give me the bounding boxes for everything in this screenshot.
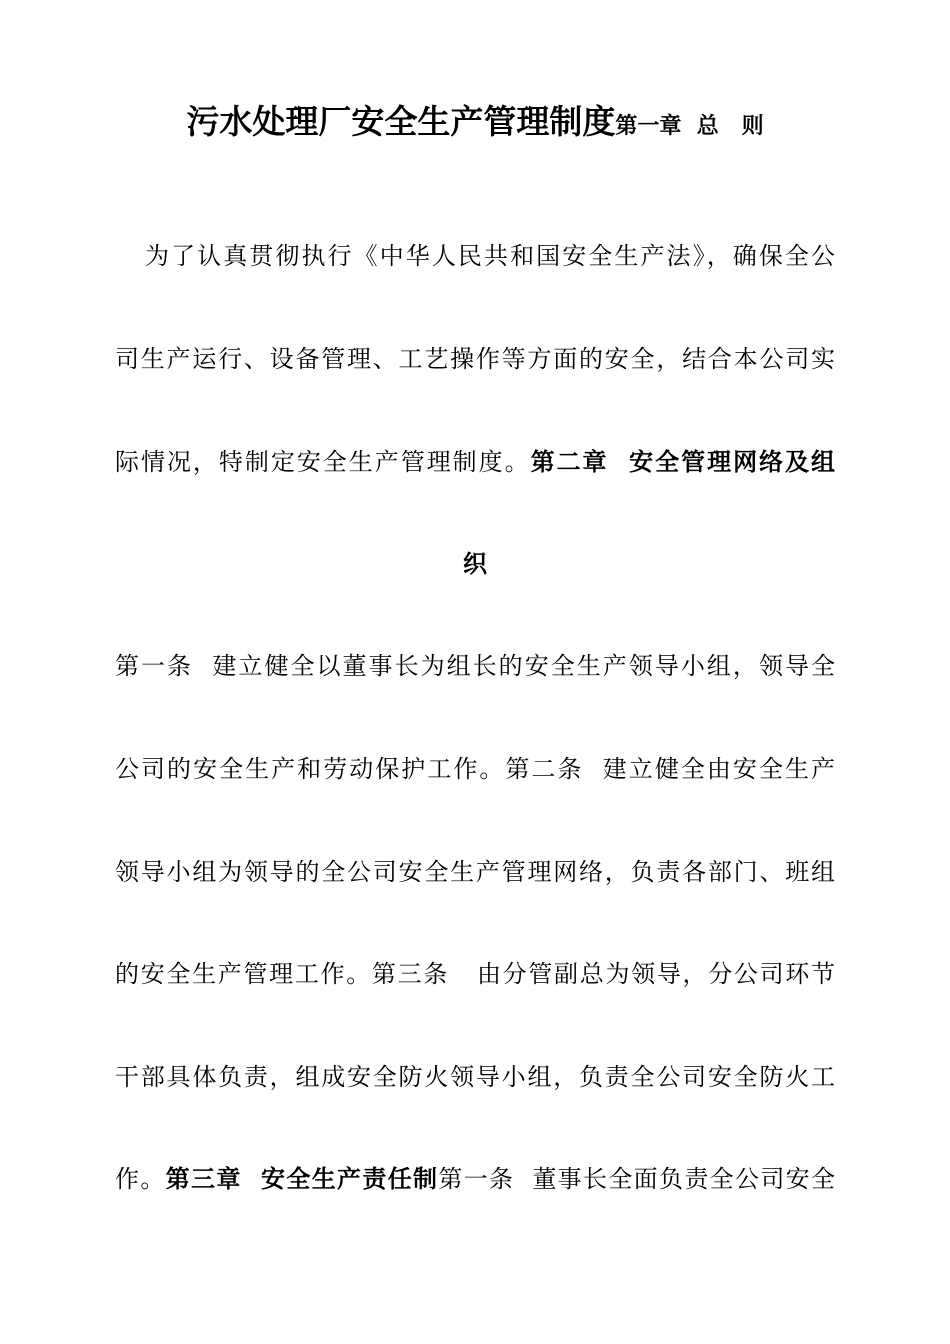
chapter-2-heading: 第二章 安全管理网络及组 [530, 448, 835, 476]
paragraph-line-9: 干部具体负责，组成安全防火领导小组，负责全公司安全防火工 [115, 1063, 835, 1091]
paragraph-line-6: 公司的安全生产和劳动保护工作。第二条 建立健全由安全生产 [115, 755, 835, 783]
paragraph-line-2: 司生产运行、设备管理、工艺操作等方面的安全，结合本公司实 [115, 345, 835, 373]
paragraph-text: 际情况，特制定安全生产管理制度。 [115, 448, 531, 476]
paragraph-line-3 [115, 447, 835, 477]
chapter-1-heading: 第一章 总 则 [615, 114, 764, 139]
chapter-2-heading-cont [115, 549, 835, 579]
paragraph-line-1: 为了认真贯彻执行《中华人民共和国安全生产法》，确保全公 [145, 242, 835, 270]
chapter-2-heading-tail: 织 [463, 550, 487, 578]
title-main: 污水处理厂安全生产管理制度 [186, 102, 616, 141]
paragraph-line-10 [115, 1164, 835, 1194]
paragraph-line-5: 第一条 建立健全以董事长为组长的安全生产领导小组，领导全 [115, 652, 835, 680]
document-title [0, 96, 950, 143]
paragraph-line-7: 领导小组为领导的全公司安全生产管理网络，负责各部门、班组 [115, 858, 835, 886]
paragraph-line-8: 的安全生产管理工作。第三条 由分管副总为领导，分公司环节 [115, 960, 835, 988]
paragraph-text: 作。 [115, 1165, 166, 1193]
chapter-3-heading: 第三章 安全生产责任制 [165, 1165, 439, 1193]
paragraph-text: 第一条 董事长全面负责全公司安全 [438, 1165, 835, 1193]
